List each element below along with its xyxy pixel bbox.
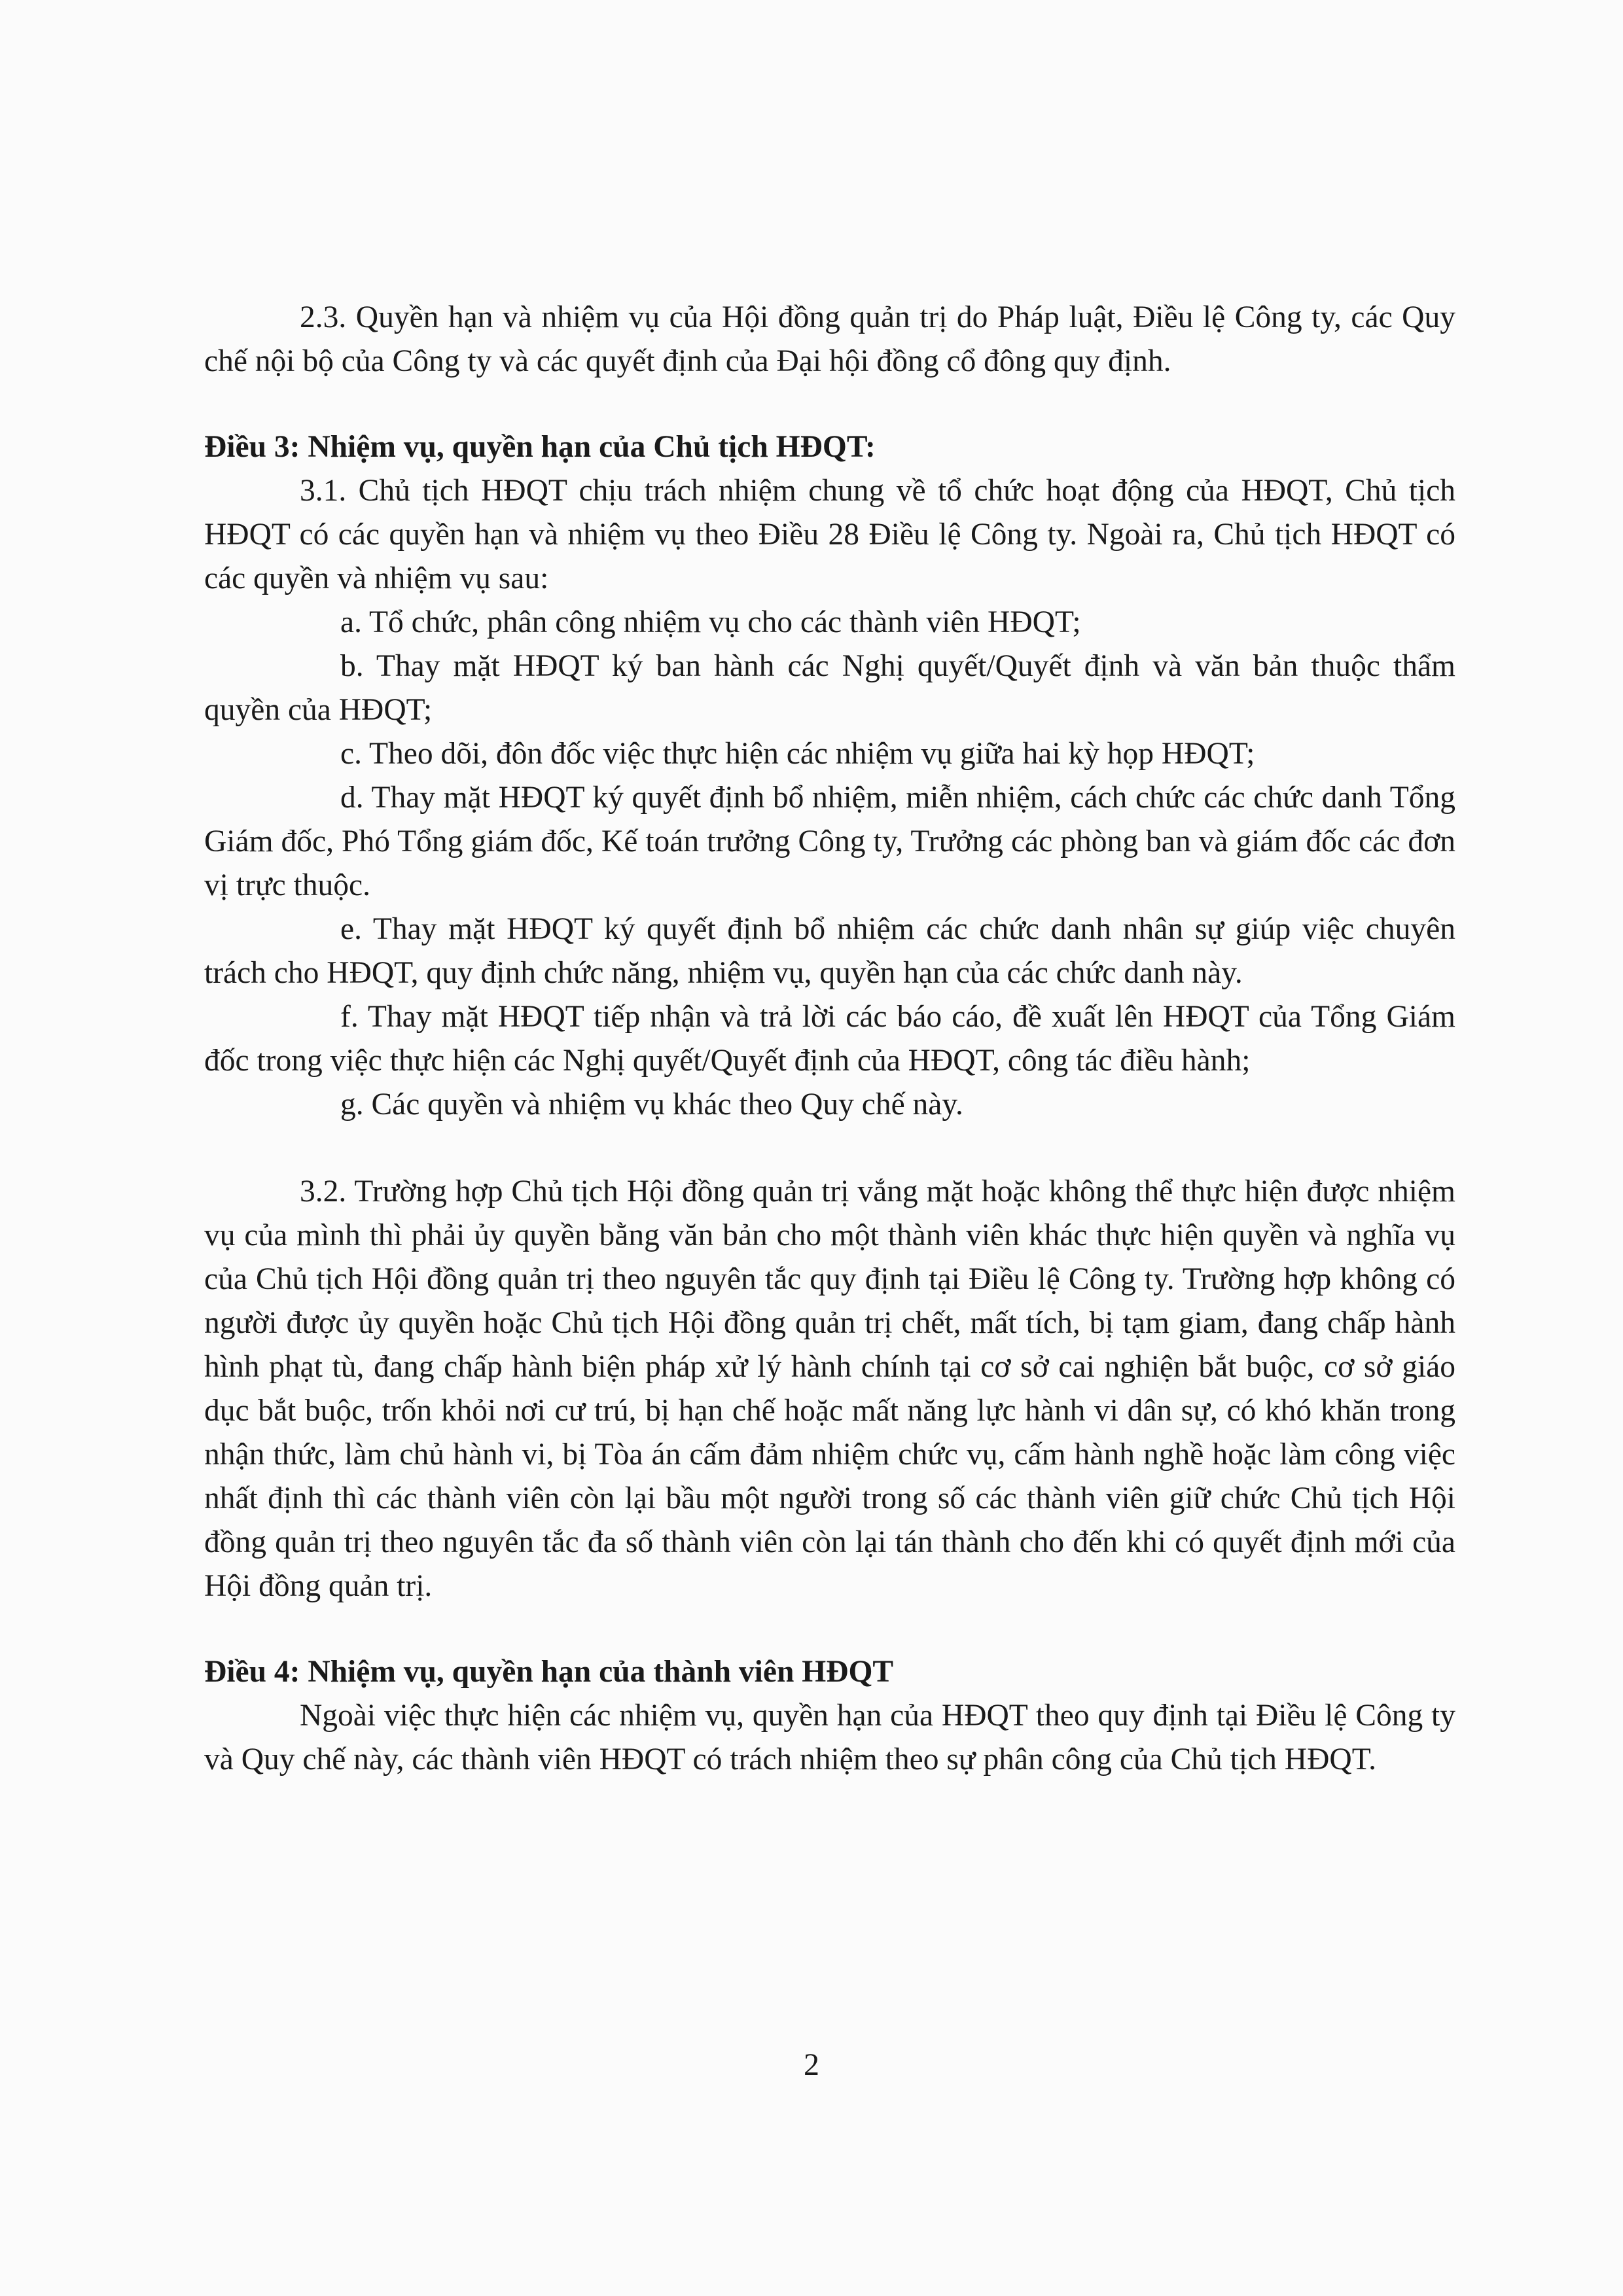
- paragraph-3-1: 3.1. Chủ tịch HĐQT chịu trách nhiệm chung về tổ chức hoạt động của HĐQT, Chủ tịch HĐQT có các quyền hạn và nhiệm vụ theo Điều 28 Điều lệ Công ty. Ngoài ra, Chủ tịch HĐQT có các quyền và nhiệm vụ sau:: [204, 474, 1455, 595]
- document-body: [204, 296, 1455, 1782]
- paragraph-3-2: 3.2. Trường hợp Chủ tịch Hội đồng quản trị vắng mặt hoặc không thể thực hiện được nhiệm vụ của mình thì phải ủy quyền bằng văn bản cho một thành viên khác thực hiện quyền và nghĩa vụ của Chủ tịch Hội đồng quản trị theo nguyên tắc quy định tại Điều lệ Công ty. Trường hợp không có người được ủy quyền hoặc Chủ tịch Hội đồng quản trị chết, mất tích, bị tạm giam, đang chấp hành hình phạt tù, đang chấp hành biện pháp xử lý hành chính tại cơ sở cai nghiện bắt buộc, cơ sở giáo dục bắt buộc, trốn khỏi nơi cư trú, bị hạn chế hoặc mất năng lực hành vi dân sự, có khó khăn trong nhận thức, làm chủ hành vi, bị Tòa án cấm đảm nhiệm chức vụ, cấm hành nghề hoặc làm công việc nhất định thì các thành viên còn lại bầu một người trong số các thành viên giữ chức Chủ tịch Hội đồng quản trị theo nguyên tắc đa số thành viên còn lại tán thành cho đến khi có quyết định mới của Hội đồng quản trị.: [204, 1174, 1455, 1603]
- list-item-b: b. Thay mặt HĐQT ký ban hành các Nghị quyết/Quyết định và văn bản thuộc thẩm quyền của HĐQT;: [204, 649, 1455, 727]
- list-item-f: f. Thay mặt HĐQT tiếp nhận và trả lời các báo cáo, đề xuất lên HĐQT của Tổng Giám đốc trong việc thực hiện các Nghị quyết/Quyết định của HĐQT, công tác điều hành;: [204, 1000, 1455, 1078]
- list-item-a: a. Tổ chức, phân công nhiệm vụ cho các thành viên HĐQT;: [340, 605, 1081, 639]
- paragraph-article-4: Ngoài việc thực hiện các nhiệm vụ, quyền hạn của HĐQT theo quy định tại Điều lệ Công ty và Quy chế này, các thành viên HĐQT có trách nhiệm theo sự phân công của Chủ tịch HĐQT.: [204, 1699, 1455, 1776]
- list-item-c: c. Theo dõi, đôn đốc việc thực hiện các nhiệm vụ giữa hai kỳ họp HĐQT;: [340, 737, 1255, 771]
- paragraph-2-3: 2.3. Quyền hạn và nhiệm vụ của Hội đồng quản trị do Pháp luật, Điều lệ Công ty, các Quy chế nội bộ của Công ty và các quyết định của Đại hội đồng cổ đông quy định.: [204, 300, 1455, 378]
- article-4-heading: Điều 4: Nhiệm vụ, quyền hạn của thành viên HĐQT: [204, 1655, 894, 1689]
- list-item-g: g. Các quyền và nhiệm vụ khác theo Quy chế này.: [340, 1087, 963, 1122]
- list-item-d: d. Thay mặt HĐQT ký quyết định bổ nhiệm, miễn nhiệm, cách chức các chức danh Tổng Giám đốc, Phó Tổng giám đốc, Kế toán trưởng Công ty, Trưởng các phòng ban và giám đốc các đơn vị trực thuộc.: [204, 781, 1455, 902]
- list-item-e: e. Thay mặt HĐQT ký quyết định bổ nhiệm các chức danh nhân sự giúp việc chuyên trách cho HĐQT, quy định chức năng, nhiệm vụ, quyền hạn của các chức danh này.: [204, 912, 1455, 990]
- article-3-heading: Điều 3: Nhiệm vụ, quyền hạn của Chủ tịch HĐQT:: [204, 430, 876, 464]
- page-number: 2: [804, 2047, 819, 2082]
